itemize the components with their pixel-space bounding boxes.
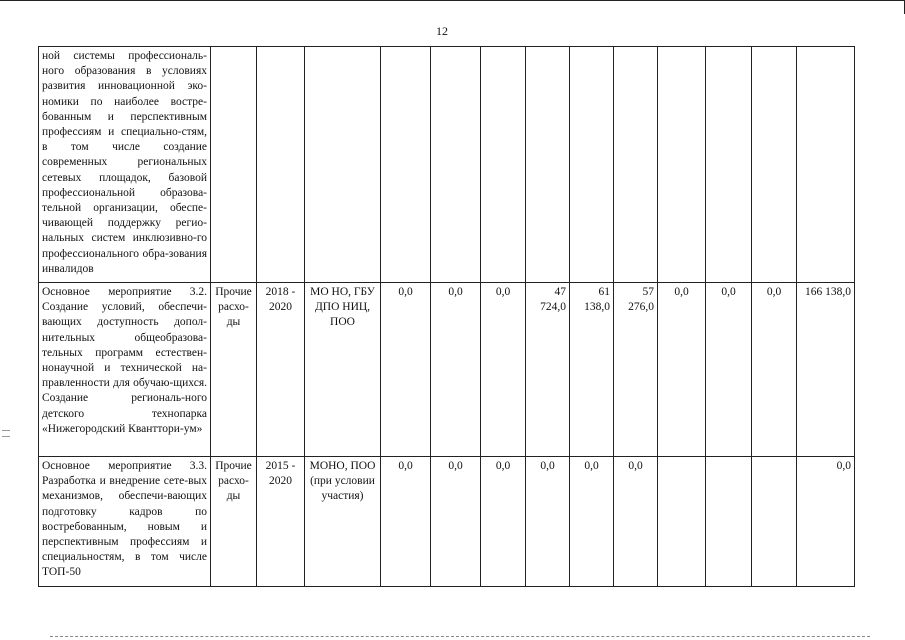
value-cell: 0,0	[706, 283, 752, 457]
expense-type: Прочие расхо-ды	[211, 283, 257, 457]
period: 2018 - 2020	[257, 283, 305, 457]
page-corner-mark	[901, 0, 905, 14]
page-top-border	[0, 0, 905, 5]
budget-table	[38, 46, 855, 587]
value-cell: 0,0	[431, 283, 481, 457]
executors: МОНО, ПОО (при условии участия)	[305, 457, 381, 587]
activity-description: Основное мероприятие 3.3. Разработка и внедрение сете-вых механизмов, обеспечи-вающих подготовку кадров по востребованным, новым и перспективным профессиям и специальностям, в том числе ТОП-50	[39, 457, 211, 587]
activity-description: ной системы профессиональ-ного образования в условиях развития инновационной эко-номики по наиболее востре-бованным и перспективным профессиям и специально-стям, в том числе создание современных региональных сетевых площадок, базовой профессиональной образова-тельной организации, обеспе-чивающей поддержку регио-нальных систем инклюзивно-го профессионального обра-зования инвалидов	[39, 47, 211, 283]
value-cell	[481, 47, 526, 283]
value-cell	[658, 457, 706, 587]
value-cell	[706, 457, 752, 587]
value-cell	[614, 47, 658, 283]
value-cell: 0,0	[570, 457, 614, 587]
table-row	[39, 457, 855, 587]
table-row	[39, 283, 855, 457]
value-cell: 0,0	[797, 457, 855, 587]
value-cell	[431, 47, 481, 283]
value-cell: 0,0	[614, 457, 658, 587]
margin-mark	[2, 436, 10, 437]
value-cell: 166 138,0	[797, 283, 855, 457]
table-row	[39, 47, 855, 283]
value-cell: 0,0	[431, 457, 481, 587]
executors: МО НО, ГБУ ДПО НИЦ, ПОО	[305, 283, 381, 457]
value-cell	[797, 47, 855, 283]
expense-type	[211, 47, 257, 283]
value-cell: 47 724,0	[526, 283, 570, 457]
value-cell	[752, 457, 797, 587]
value-cell: 0,0	[381, 283, 431, 457]
value-cell	[570, 47, 614, 283]
value-cell: 0,0	[481, 283, 526, 457]
expense-type: Прочие расхо-ды	[211, 457, 257, 587]
activity-description: Основное мероприятие 3.2. Создание условий, обеспечи-вающих доступность допол-нительных общеобразова-тельных программ естествен-нонаучной и технической на-правленности для обучаю-щихся. Создание региональ-ного детского технопарка «Нижегородский Кванттори-ум»	[39, 283, 211, 457]
value-cell: 0,0	[481, 457, 526, 587]
value-cell: 0,0	[752, 283, 797, 457]
page-bottom-border	[50, 636, 870, 638]
value-cell	[526, 47, 570, 283]
value-cell: 0,0	[381, 457, 431, 587]
value-cell	[706, 47, 752, 283]
period	[257, 47, 305, 283]
value-cell	[752, 47, 797, 283]
value-cell	[658, 47, 706, 283]
value-cell: 0,0	[526, 457, 570, 587]
executors	[305, 47, 381, 283]
value-cell: 57 276,0	[614, 283, 658, 457]
period: 2015 - 2020	[257, 457, 305, 587]
page-number: 12	[436, 24, 448, 38]
value-cell: 0,0	[658, 283, 706, 457]
value-cell: 61 138,0	[570, 283, 614, 457]
margin-mark	[2, 430, 10, 431]
value-cell	[381, 47, 431, 283]
